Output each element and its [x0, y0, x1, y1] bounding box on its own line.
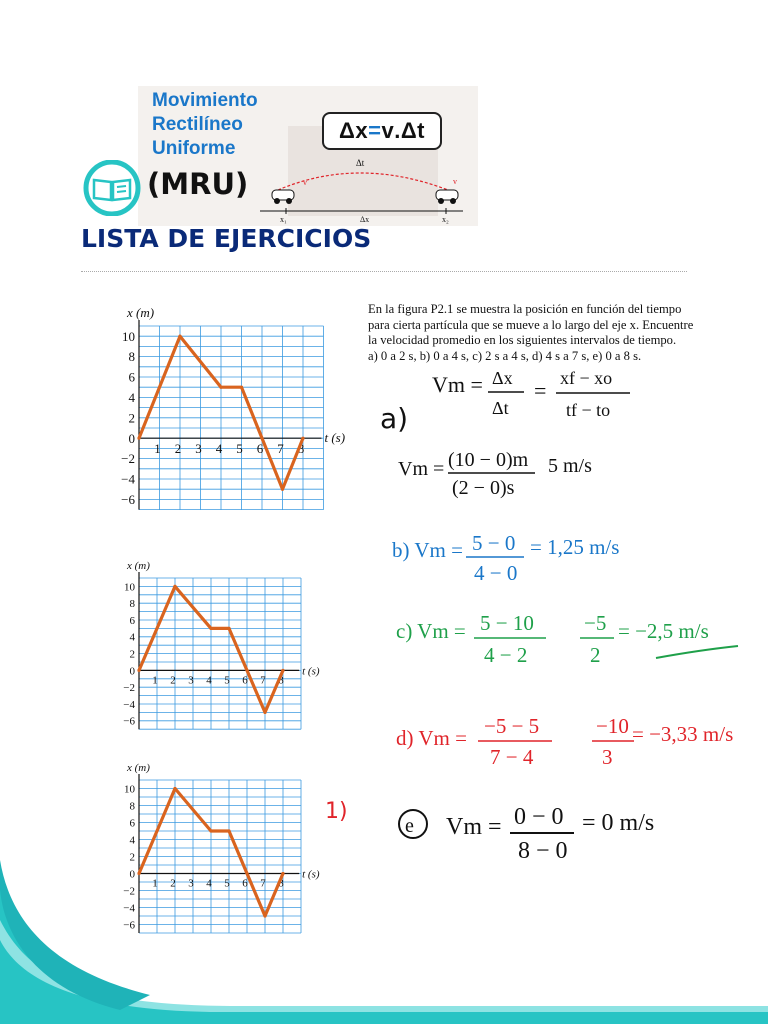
- item-d-den: 7 − 4: [490, 745, 534, 769]
- y-tick-label: 0: [128, 430, 135, 446]
- item-a-den: (2 − 0)s: [452, 477, 515, 499]
- item-a-num: (10 − 0)m: [448, 449, 529, 471]
- x-tick-label: 6: [256, 441, 264, 457]
- x2-label: x₂: [442, 215, 449, 224]
- item-e-num: 0 − 0: [514, 804, 564, 830]
- problem-line: En la figura P2.1 se muestra la posición en función del tiempo: [368, 302, 682, 316]
- y-tick-label: −6: [123, 919, 135, 932]
- item-c-mid-den: 2: [590, 643, 601, 667]
- v-label-right: v: [453, 177, 457, 186]
- x-tick-label: 4: [206, 674, 212, 687]
- y-tick-label: −4: [123, 698, 135, 711]
- v-label-left: v: [303, 178, 307, 187]
- x-tick-label: 1: [152, 674, 158, 687]
- item-c-lhs: c) Vm =: [396, 619, 466, 643]
- item-b-den: 4 − 0: [474, 561, 518, 585]
- formula-lhs: Vm =: [432, 372, 483, 397]
- item-d-result: = −3,33 m/s: [632, 722, 734, 746]
- y-tick-label: −4: [121, 471, 135, 487]
- x-axis-title: t (s): [302, 868, 320, 881]
- y-tick-label: −6: [123, 715, 135, 728]
- stray-mark: 1): [325, 799, 348, 824]
- y-axis-title: x (m): [127, 762, 150, 774]
- item-e-tag: e: [405, 815, 414, 837]
- item-e-lhs: Vm =: [446, 814, 502, 840]
- x-tick-label: 7: [277, 441, 284, 457]
- y-tick-label: 8: [129, 598, 135, 611]
- x-tick-label: 5: [224, 877, 230, 890]
- item-d-num: −5 − 5: [484, 714, 540, 738]
- x-tick-label: 2: [174, 441, 182, 457]
- item-a-solution: [398, 449, 592, 499]
- y-tick-label: 10: [124, 581, 135, 594]
- y-axis-title: x (m): [127, 560, 150, 572]
- y-tick-label: 4: [129, 631, 135, 644]
- x-tick-label: 1: [152, 877, 158, 890]
- y-tick-label: 6: [129, 817, 135, 830]
- x1-label: x₁: [280, 215, 287, 224]
- y-tick-label: −4: [123, 902, 135, 915]
- dx-label: Δx: [360, 215, 370, 224]
- item-b-num: 5 − 0: [472, 531, 516, 555]
- x-tick-label: 2: [170, 877, 176, 890]
- item-e-result: = 0 m/s: [582, 810, 655, 836]
- y-tick-label: 8: [129, 800, 135, 813]
- item-d-lhs: d) Vm =: [396, 726, 467, 750]
- formula-general: [432, 368, 630, 420]
- y-tick-label: 6: [129, 614, 135, 627]
- x-tick-label: 8: [278, 877, 284, 890]
- y-tick-label: 2: [129, 648, 135, 661]
- item-a-result: 5 m/s: [548, 455, 592, 477]
- y-tick-label: 2: [129, 851, 135, 864]
- y-tick-label: 0: [129, 665, 135, 678]
- y-tick-label: −2: [123, 682, 135, 695]
- x-tick-label: 7: [260, 877, 266, 890]
- x-tick-label: 6: [242, 674, 248, 687]
- x-tick-label: 2: [170, 674, 176, 687]
- x-tick-label: 5: [236, 441, 243, 457]
- x-axis-title: t (s): [324, 430, 346, 446]
- item-c-mid-num: −5: [584, 611, 607, 635]
- y-tick-label: −2: [123, 885, 135, 898]
- item-b-solution: [392, 531, 619, 585]
- x-tick-label: 3: [195, 441, 202, 457]
- formula-den1: Δt: [492, 398, 509, 418]
- y-tick-label: 2: [128, 410, 135, 426]
- item-c-num: 5 − 10: [480, 611, 534, 635]
- formula-den2: tf − to: [566, 400, 611, 420]
- x-tick-label: 4: [206, 877, 212, 890]
- x-tick-label: 5: [224, 674, 230, 687]
- problem-line: para cierta partícula que se mueve a lo largo del eje x. Encuentre: [368, 317, 694, 332]
- x-tick-label: 1: [154, 441, 161, 457]
- x-tick-label: 3: [188, 674, 194, 687]
- y-tick-label: −2: [121, 451, 135, 467]
- banner-line-1: Movimiento: [152, 90, 258, 111]
- item-e-den: 8 − 0: [518, 838, 568, 864]
- mru-label: (MRU): [147, 167, 249, 201]
- problem-line: a) 0 a 2 s, b) 0 a 4 s, c) 2 s a 4 s, d) 4 s a 7 s, e) 0 a 8 s.: [368, 348, 642, 363]
- y-tick-label: 4: [129, 834, 135, 847]
- item-c-solution: [396, 611, 738, 667]
- y-tick-label: 4: [128, 389, 135, 405]
- y-axis-title: x (m): [127, 305, 155, 320]
- formula-eq: =: [534, 378, 547, 403]
- item-a-tag: a): [380, 402, 409, 435]
- problem-line: la velocidad promedio en los siguientes intervalos de tiempo.: [368, 333, 677, 347]
- page-title: LISTA DE EJERCICIOS: [81, 224, 372, 253]
- x-tick-label: 8: [297, 441, 305, 457]
- x-tick-label: 4: [215, 441, 223, 457]
- equation-box: Δ x = v . Δ t: [322, 112, 442, 150]
- y-tick-label: 8: [128, 349, 135, 365]
- y-tick-label: 6: [128, 369, 135, 385]
- x-tick-label: 7: [260, 674, 266, 687]
- x-tick-label: 8: [278, 674, 284, 687]
- delta-t-label: Δt: [356, 158, 365, 168]
- item-d-solution: [396, 714, 733, 769]
- y-tick-label: 10: [124, 783, 135, 796]
- item-d-mid-den: 3: [602, 745, 613, 769]
- item-c-den: 4 − 2: [484, 643, 528, 667]
- formula-num2: xf − xo: [560, 368, 613, 388]
- item-e-solution: [399, 804, 654, 864]
- y-tick-label: −6: [121, 491, 135, 507]
- formula-num1: Δx: [492, 368, 513, 388]
- x-tick-label: 3: [188, 877, 194, 890]
- x-axis-title: t (s): [302, 665, 320, 678]
- y-tick-label: 0: [129, 868, 135, 881]
- x-tick-label: 6: [242, 877, 248, 890]
- item-b-lhs: b) Vm =: [392, 538, 463, 562]
- banner-line-3: Uniforme: [152, 138, 236, 159]
- y-tick-label: 10: [122, 328, 135, 344]
- item-a-lhs: Vm =: [398, 458, 445, 480]
- item-b-result: = 1,25 m/s: [530, 535, 620, 559]
- banner-line-2: Rectilíneo: [152, 114, 243, 135]
- item-d-mid-num: −10: [596, 714, 629, 738]
- item-c-result: = −2,5 m/s: [618, 619, 709, 643]
